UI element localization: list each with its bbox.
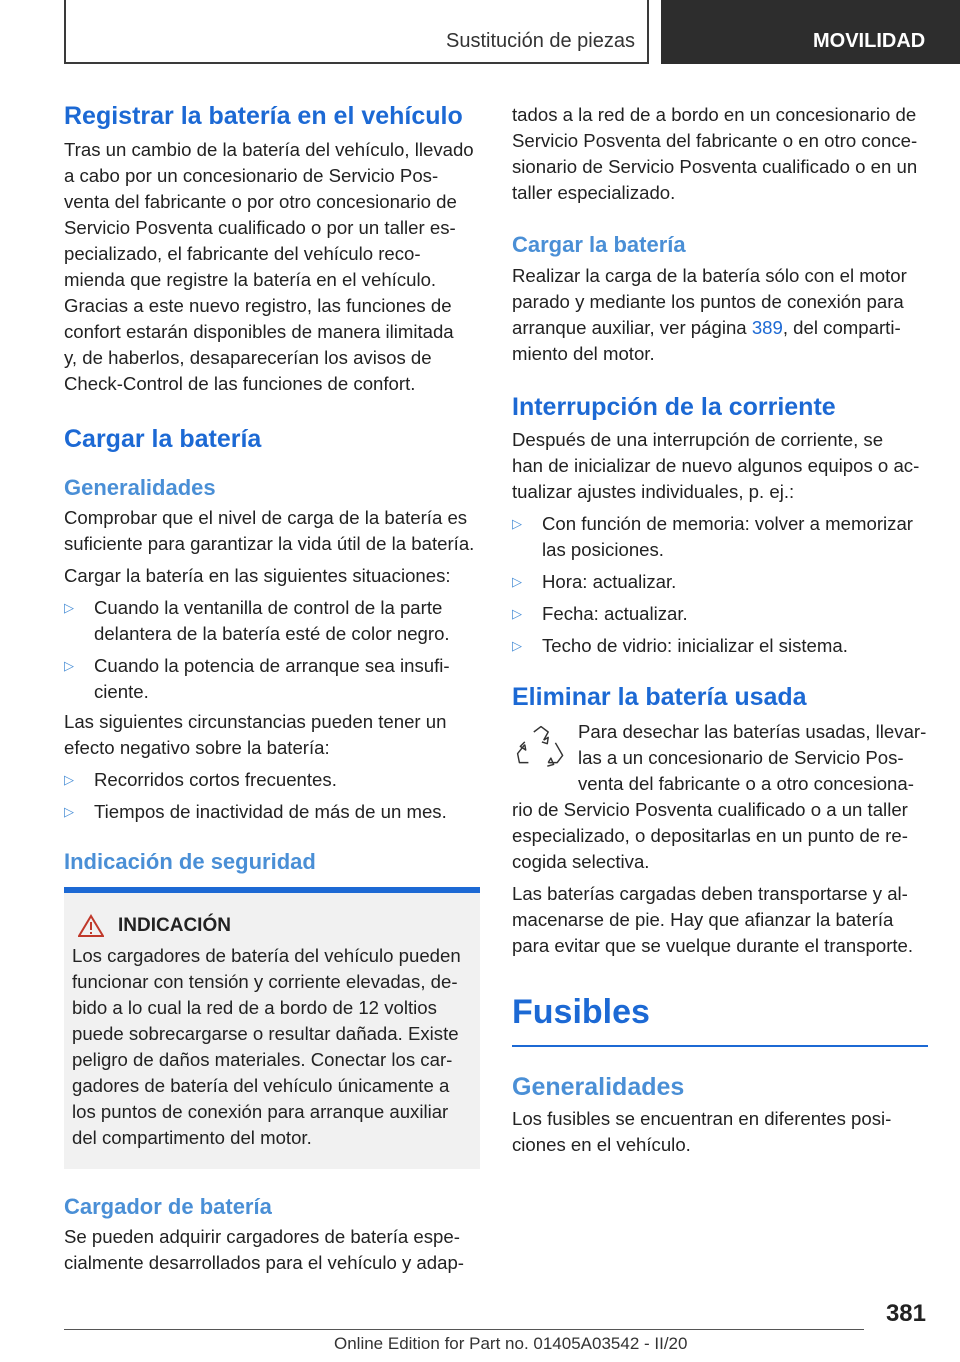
list-item [512, 569, 928, 595]
line: para evitar que se vuelque durante el transporte. [512, 935, 914, 956]
heading-fusibles: Fusibles [512, 993, 650, 1031]
triangle-bullet-icon: ▷ [64, 772, 74, 787]
fusibles-rule [512, 1045, 928, 1047]
triangle-bullet-icon: ▷ [64, 804, 74, 819]
list-item [64, 767, 480, 793]
line: Con función de memoria: volver a memorizar [542, 513, 913, 534]
right-column [512, 102, 928, 1033]
heading-eliminar: Eliminar la batería usada [512, 683, 807, 711]
heading-generalidades: Generalidades [64, 475, 216, 500]
triangle-bullet-icon: ▷ [64, 658, 74, 673]
line: Techo de vidrio: inicializar el sistema. [542, 635, 848, 656]
triangle-bullet-icon: ▷ [512, 516, 522, 531]
page-number: 381 [885, 1300, 926, 1327]
line: Realizar la carga de la batería sólo con el motor [512, 265, 907, 286]
warning-title: INDICACIÓN [118, 915, 231, 936]
warning-box [64, 893, 480, 1169]
paragraph-situaciones: Cargar la batería en las siguientes situaciones: [64, 565, 451, 586]
line: las a un concesionario de Servicio Pos- [578, 747, 904, 768]
line: suficiente para garantizar la vida útil de la batería. [64, 533, 475, 554]
heading-cargar-bateria: Cargar la batería [512, 232, 686, 257]
section-title: Sustitución de piezas [445, 30, 635, 52]
eliminar-block [512, 719, 928, 875]
paragraph-interrupcion [512, 427, 928, 505]
line: Se pueden adquirir cargadores de batería espe- [64, 1226, 460, 1247]
line: pecializado, el fabricante del vehículo reco- [64, 243, 421, 264]
warning-text [72, 943, 472, 1151]
heading-generalidades-fusibles: Generalidades [512, 1073, 685, 1101]
paragraph-fusibles [512, 1106, 928, 1158]
line: funcionar con tensión y corriente elevadas, de- [72, 971, 458, 992]
line: Tras un cambio de la batería del vehículo, llevado [64, 139, 474, 160]
line: taller especializado. [512, 182, 676, 203]
paragraph-eliminar [512, 797, 928, 875]
triangle-bullet-icon: ▷ [512, 638, 522, 653]
line: tados a la red de a bordo en un concesionario de [512, 104, 917, 125]
paragraph-generalidades [64, 505, 480, 557]
line: Check-Control de las funciones de confort. [64, 373, 416, 394]
footer-edition: Online Edition for Part no. 01405A03542 - II/20 [334, 1334, 688, 1353]
right-column-bottom [512, 1072, 928, 1158]
triangle-bullet-icon: ▷ [64, 600, 74, 615]
list-item [64, 653, 480, 705]
line: los puntos de conexión para arranque auxiliar [72, 1101, 449, 1122]
line: especializado, o depositarlas en un punto de re- [512, 825, 908, 846]
text: arranque auxiliar, ver página [512, 317, 752, 338]
header-tab [661, 0, 960, 64]
line: bido a lo cual la red de a bordo de 12 voltios [72, 997, 437, 1018]
page-link-389[interactable]: 389 [751, 317, 783, 338]
line: Las siguientes circunstancias pueden tener un [64, 711, 447, 732]
line: Tiempos de inactividad de más de un mes. [94, 801, 447, 822]
line: y, de haberlos, desaparecerían los avisos de [64, 347, 432, 368]
line: Servicio Posventa del fabricante o en otro conce- [512, 130, 918, 151]
heading-cargar: Cargar la batería [64, 425, 262, 453]
list-item [512, 511, 928, 563]
paragraph-cargador [64, 1224, 480, 1276]
line: sionario de Servicio Posventa cualificado o en un [512, 156, 918, 177]
header-section [64, 0, 649, 64]
left-column-bottom [64, 1192, 480, 1276]
line: las posiciones. [542, 539, 664, 560]
left-column [64, 100, 480, 877]
triangle-bullet-icon: ▷ [512, 574, 522, 589]
line: parado y mediante los puntos de conexión para [512, 291, 904, 312]
list-item [512, 601, 928, 627]
warning-triangle-icon [78, 914, 104, 938]
line: mienda que registre la batería en el vehículo. [64, 269, 437, 290]
line: Para desechar las baterías usadas, llevar- [578, 721, 927, 742]
line: miento del motor. [512, 343, 655, 364]
paragraph-registrar [64, 137, 480, 397]
line: Después de una interrupción de corriente, se [512, 429, 884, 450]
line: delantera de la batería esté de color negro. [94, 623, 450, 644]
list-circunstancias [64, 767, 480, 825]
line: efecto negativo sobre la batería: [64, 737, 330, 758]
line: Cuando la ventanilla de control de la parte [94, 597, 443, 618]
line: Cuando la potencia de arranque sea insufi- [94, 655, 450, 676]
triangle-bullet-icon: ▷ [512, 606, 522, 621]
recycling-icon [514, 723, 568, 777]
paragraph-circunstancias [64, 709, 480, 761]
paragraph-eliminar-indented [512, 719, 928, 797]
line: a cabo por un concesionario de Servicio Pos- [64, 165, 439, 186]
line: confort estarán disponibles de manera ilimitada [64, 321, 454, 342]
heading-registrar: Registrar la batería en el vehículo [64, 102, 463, 130]
line: cogida selectiva. [512, 851, 650, 872]
heading-seguridad: Indicación de seguridad [64, 849, 316, 874]
line: venta del fabricante o por otro concesionario de [64, 191, 457, 212]
line: peligro de daños materiales. Conectar los car- [72, 1049, 453, 1070]
list-item [64, 799, 480, 825]
footer-rule [64, 1329, 864, 1330]
paragraph-cargar-bateria [512, 263, 928, 367]
line: gadores de batería del vehículo únicamente a [72, 1075, 450, 1096]
list-interrupcion [512, 511, 928, 659]
line: Comprobar que el nivel de carga de la batería es [64, 507, 468, 528]
paragraph-continuation [512, 102, 928, 206]
line: venta del fabricante o a otro concesiona- [578, 773, 914, 794]
list-item [512, 633, 928, 659]
line: Servicio Posventa cualificado o por un taller es- [64, 217, 456, 238]
heading-interrupcion: Interrupción de la corriente [512, 393, 836, 421]
line: tualizar ajustes individuales, p. ej.: [512, 481, 795, 502]
line: cialmente desarrollados para el vehículo y adap- [64, 1252, 464, 1273]
chapter-tab-label: MOVILIDAD [813, 30, 926, 52]
line: Las baterías cargadas deben transportarse y al- [512, 883, 908, 904]
line: Fecha: actualizar. [542, 603, 688, 624]
line: Los cargadores de batería del vehículo pueden [72, 945, 461, 966]
line: ciente. [94, 681, 149, 702]
line: Recorridos cortos frecuentes. [94, 769, 337, 790]
line: rio de Servicio Posventa cualificado o a un taller [512, 799, 908, 820]
line [512, 315, 928, 341]
line: puede sobrecargarse o resultar dañada. Existe [72, 1023, 459, 1044]
list-situaciones [64, 595, 480, 705]
list-item [64, 595, 480, 647]
line: Gracias a este nuevo registro, las funciones de [64, 295, 452, 316]
line: del compartimento del motor. [72, 1127, 312, 1148]
line: ciones en el vehículo. [512, 1134, 691, 1155]
line: Los fusibles se encuentran en diferentes posi- [512, 1108, 892, 1129]
paragraph-transporte [512, 881, 928, 959]
heading-cargador: Cargador de batería [64, 1194, 272, 1219]
text: , del comparti- [782, 317, 901, 338]
warning-header [78, 911, 472, 941]
line: han de inicializar de nuevo algunos equipos o ac- [512, 455, 920, 476]
line: macenarse de pie. Hay que afianzar la batería [512, 909, 894, 930]
line: Hora: actualizar. [542, 571, 677, 592]
